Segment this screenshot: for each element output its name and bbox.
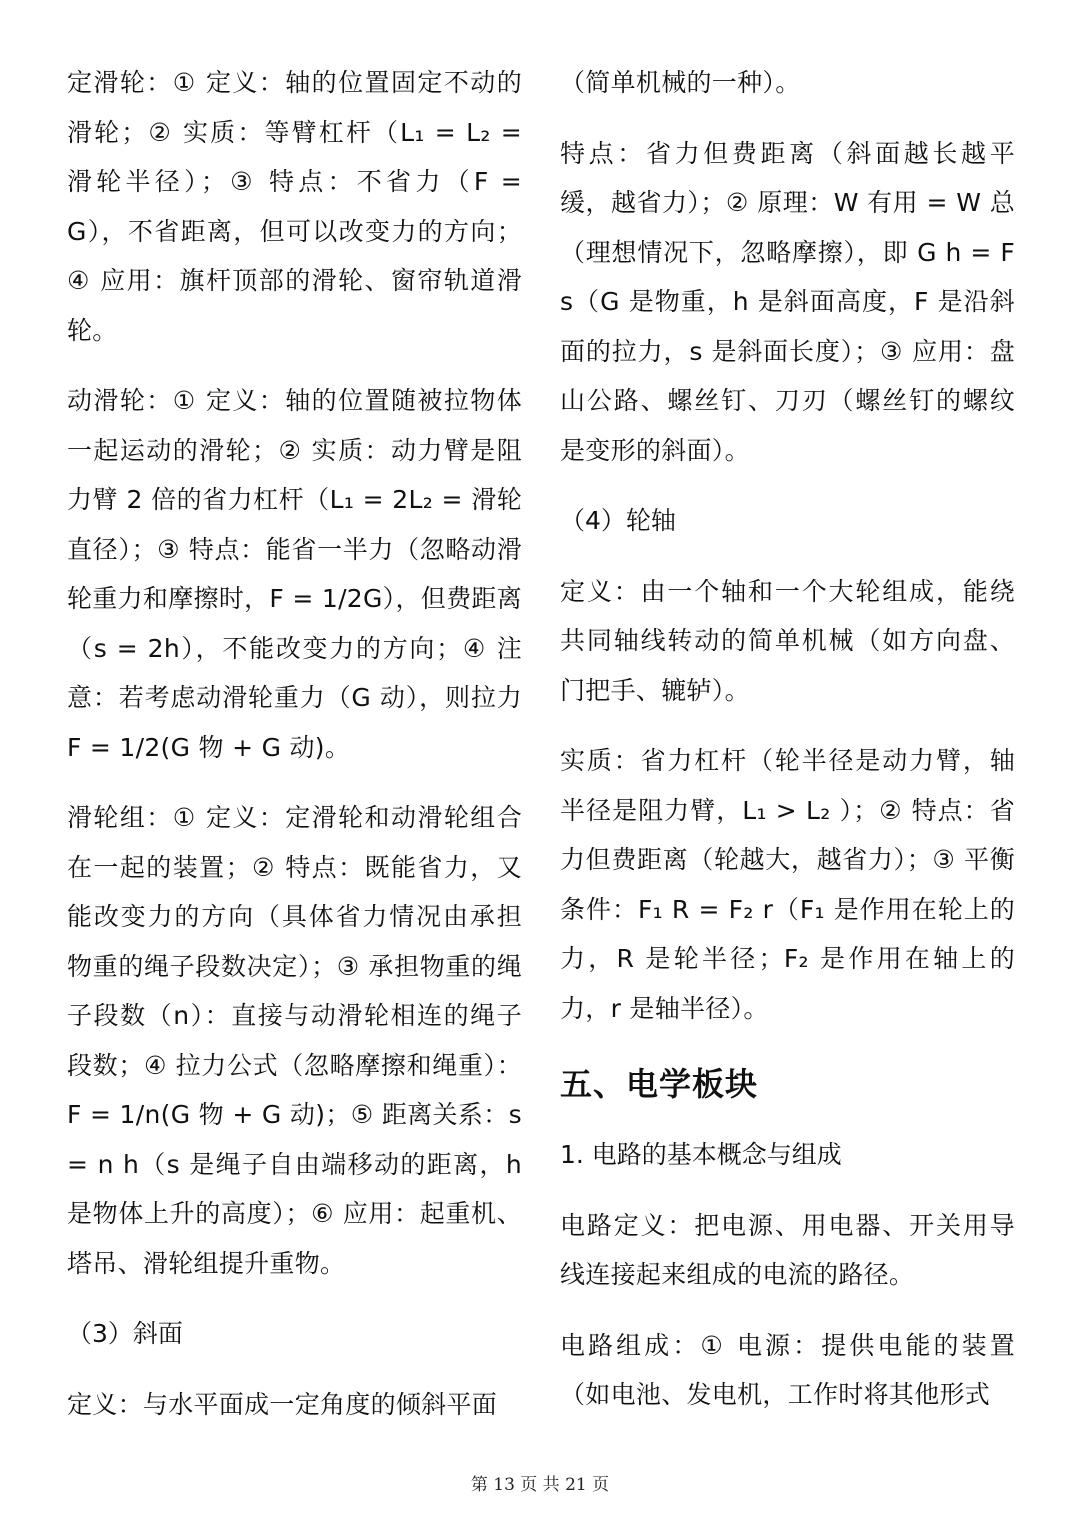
electricity-section-heading: 五、电学板块 [560,1065,759,1103]
incline-features-paragraph: 特点：省力但费距离（斜面越长越平缓，越省力）；② 原理：W 有用 = W 总（理想情况下，忽略摩擦），即 G h = F s（G 是物重，h 是斜面高度，F 是沿斜面的拉力，s 是斜面长度）；③ 应用：盘山公路、螺丝钉、刀刃（螺丝钉的螺纹是变形的斜面）。 [560,138,1015,465]
circuit-composition-paragraph: 电路组成：① 电源：提供电能的装置（如电池、发电机，工作时将其他形式 [560,1330,1015,1409]
wheel-axle-definition-paragraph: 定义：由一个轴和一个大轮组成，能绕共同轴线转动的简单机械（如方向盘、门把手、辘轳）。 [560,576,1015,705]
incline-subheading: （3）斜面 [67,1319,183,1348]
wheel-axle-essence-paragraph: 实质：省力杠杆（轮半径是动力臂，轴半径是阻力臂，L₁ > L₂ ）；② 特点：省力但费距离（轮越大，越省力）；③ 平衡条件：F₁ R = F₂ r（F₁ 是作用在轮上的力，R 是轮半径；F₂ 是作用在轴上的力，r 是轴半径）。 [560,746,1015,1023]
right-column [560,58,1015,1441]
incline-definition-continuation: （简单机械的一种）。 [560,68,801,97]
wheel-axle-subheading: （4）轮轴 [560,506,676,535]
left-column [67,58,522,1450]
pulley-block-paragraph: 滑轮组：① 定义：定滑轮和动滑轮组合在一起的装置；② 特点：既能省力，又能改变力的方向（具体省力情况由承担物重的绳子段数决定）；③ 承担物重的绳子段数（n）：直接与动滑轮相连的绳子段数；④ 拉力公式（忽略摩擦和绳重）：F = 1/n(G 物 + G 动)；⑤ 距离关系：s = n h（s 是绳子自由端移动的距离，h 是物体上升的高度）；⑥ 应用：起重机、塔吊、滑轮组提升重物。 [67,803,522,1278]
page-number-footer: 第 13 页 共 21 页 [470,1475,610,1495]
circuit-basics-subheading: 1. 电路的基本概念与组成 [560,1140,842,1169]
circuit-definition-paragraph: 电路定义：把电源、用电器、开关用导线连接起来组成的电流的路径。 [560,1210,1015,1289]
fixed-pulley-paragraph: 定滑轮：① 定义：轴的位置固定不动的滑轮；② 实质：等臂杠杆（L₁ = L₂ = 滑轮半径）；③ 特点：不省力（F = G），不省距离，但可以改变力的方向；④ 应用：旗杆顶部的滑轮、窗帘轨道滑轮。 [67,68,522,345]
movable-pulley-paragraph: 动滑轮：① 定义：轴的位置随被拉物体一起运动的滑轮；② 实质：动力臂是阻力臂 2 倍的省力杠杆（L₁ = 2L₂ = 滑轮直径）；③ 特点：能省一半力（忽略动滑轮重力和摩擦时，F = 1/2G），但费距离（s = 2h），不能改变力的方向；④ 注意：若考虑动滑轮重力（G 动），则拉力 F = 1/2(G 物 + G 动)。 [67,386,522,762]
incline-definition-paragraph: 定义：与水平面成一定角度的倾斜平面 [67,1389,498,1419]
